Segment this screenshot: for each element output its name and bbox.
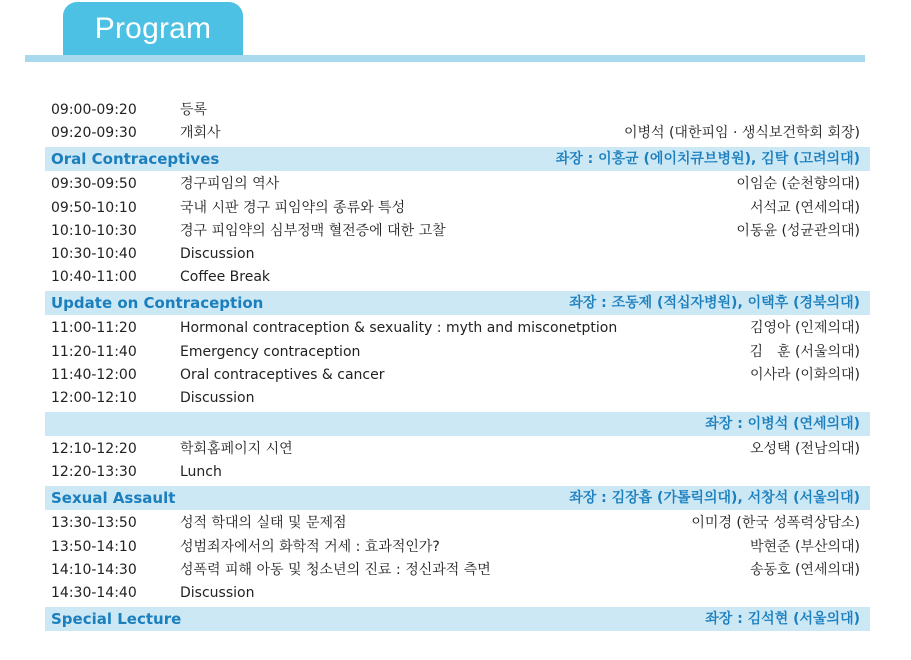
schedule-time: 10:40-11:00 (51, 269, 137, 286)
schedule-row (45, 197, 870, 220)
schedule-time: 09:20-09:30 (51, 125, 137, 142)
schedule-time: 09:00-09:20 (51, 102, 137, 118)
schedule-time: 13:50-14:10 (51, 538, 137, 555)
schedule-title: Coffee Break (180, 269, 271, 286)
schedule-row (45, 173, 870, 196)
schedule-title: 경구피임의 역사 (180, 176, 280, 193)
schedule-time: 14:30-14:40 (51, 585, 137, 601)
header-divider (25, 55, 865, 62)
session-name: Special Lecture (51, 610, 182, 629)
schedule-time: 11:40-12:00 (51, 366, 137, 383)
schedule-time: 11:20-11:40 (51, 343, 137, 360)
schedule-title: Discussion (180, 245, 255, 262)
schedule-time: 09:50-10:10 (51, 199, 137, 216)
schedule-speaker: 박현준 (부산의대) (749, 538, 860, 555)
schedule-row (45, 243, 870, 266)
schedule-speaker: 김 훈 (서울의대) (749, 343, 860, 360)
schedule-speaker: 오성택 (전남의대) (749, 441, 860, 458)
session-chair: 좌장 : 이홍균 (에이치큐브병원), 김탁 (고려의대) (555, 151, 860, 168)
session-chair: 좌장 : 김장흡 (가톨릭의대), 서창석 (서울의대) (569, 490, 860, 507)
schedule-title: Emergency contraception (180, 343, 361, 360)
schedule-time: 12:20-13:30 (51, 464, 137, 481)
schedule-title: 등록 (180, 102, 208, 118)
schedule-row (45, 317, 870, 340)
schedule-title: 경구 피임약의 심부정맥 혈전증에 대한 고찰 (180, 222, 446, 239)
schedule-speaker: 이사라 (이화의대) (749, 366, 860, 383)
schedule-title: 국내 시판 경구 피임약의 종류와 특성 (180, 199, 406, 216)
session-name: Sexual Assault (51, 489, 176, 508)
schedule-row (45, 512, 870, 535)
schedule-speaker: 송동호 (연세의대) (749, 561, 860, 578)
session-header (45, 412, 870, 436)
schedule-title: 성폭력 피해 아동 및 청소년의 진료 : 정신과적 측면 (180, 561, 491, 578)
schedule-row (45, 266, 870, 289)
schedule-title: Oral contraceptives & cancer (180, 366, 385, 383)
schedule-row (45, 364, 870, 387)
schedule-time: 13:30-13:50 (51, 515, 137, 532)
schedule-time: 14:10-14:30 (51, 561, 137, 578)
schedule-title: 성적 학대의 실태 및 문제점 (180, 515, 347, 532)
session-chair: 좌장 : 김석현 (서울의대) (705, 611, 860, 628)
session-chair: 좌장 : 조동제 (적십자병원), 이택후 (경북의대) (569, 295, 860, 312)
schedule-speaker: 이동윤 (성균관의대) (736, 222, 860, 239)
schedule-time: 09:30-09:50 (51, 176, 137, 193)
session-name: Oral Contraceptives (51, 150, 220, 169)
schedule-time: 10:30-10:40 (51, 245, 137, 262)
schedule-time: 12:00-12:10 (51, 389, 137, 406)
schedule-row (45, 582, 870, 605)
session-header (45, 486, 870, 510)
schedule-row (45, 536, 870, 559)
schedule-speaker: 이병석 (대한피임 · 생식보건학회 회장) (623, 125, 860, 142)
schedule-row (45, 220, 870, 243)
schedule-row (45, 438, 870, 461)
session-chair: 좌장 : 이병석 (연세의대) (705, 416, 860, 433)
schedule-title: Discussion (180, 389, 255, 406)
schedule-title: Discussion (180, 585, 255, 601)
schedule-speaker: 서석교 (연세의대) (749, 199, 860, 216)
schedule-time: 10:10-10:30 (51, 222, 137, 239)
session-name: Update on Contraception (51, 294, 264, 313)
schedule-title: Hormonal contraception & sexuality : myth and misconetption (180, 320, 618, 337)
schedule-speaker: 김영아 (인제의대) (749, 320, 860, 337)
schedule-title: 개회사 (180, 125, 221, 142)
schedule-row (45, 122, 870, 145)
program-schedule (45, 99, 870, 633)
schedule-row (45, 559, 870, 582)
schedule-speaker: 이임순 (순천향의대) (736, 176, 860, 193)
session-header (45, 147, 870, 171)
schedule-row (45, 387, 870, 410)
schedule-time: 12:10-12:20 (51, 441, 137, 458)
schedule-time: 11:00-11:20 (51, 320, 137, 337)
schedule-title: Lunch (180, 464, 222, 481)
schedule-row (45, 461, 870, 484)
program-title-tab: Program (63, 2, 243, 56)
session-header (45, 607, 870, 631)
schedule-row (45, 341, 870, 364)
schedule-title: 성범죄자에서의 화학적 거세 : 효과적인가? (180, 538, 440, 555)
schedule-speaker: 이미경 (한국 성폭력상담소) (691, 515, 860, 532)
session-header (45, 291, 870, 315)
schedule-title: 학회홈페이지 시연 (180, 441, 293, 458)
schedule-row (45, 99, 870, 122)
